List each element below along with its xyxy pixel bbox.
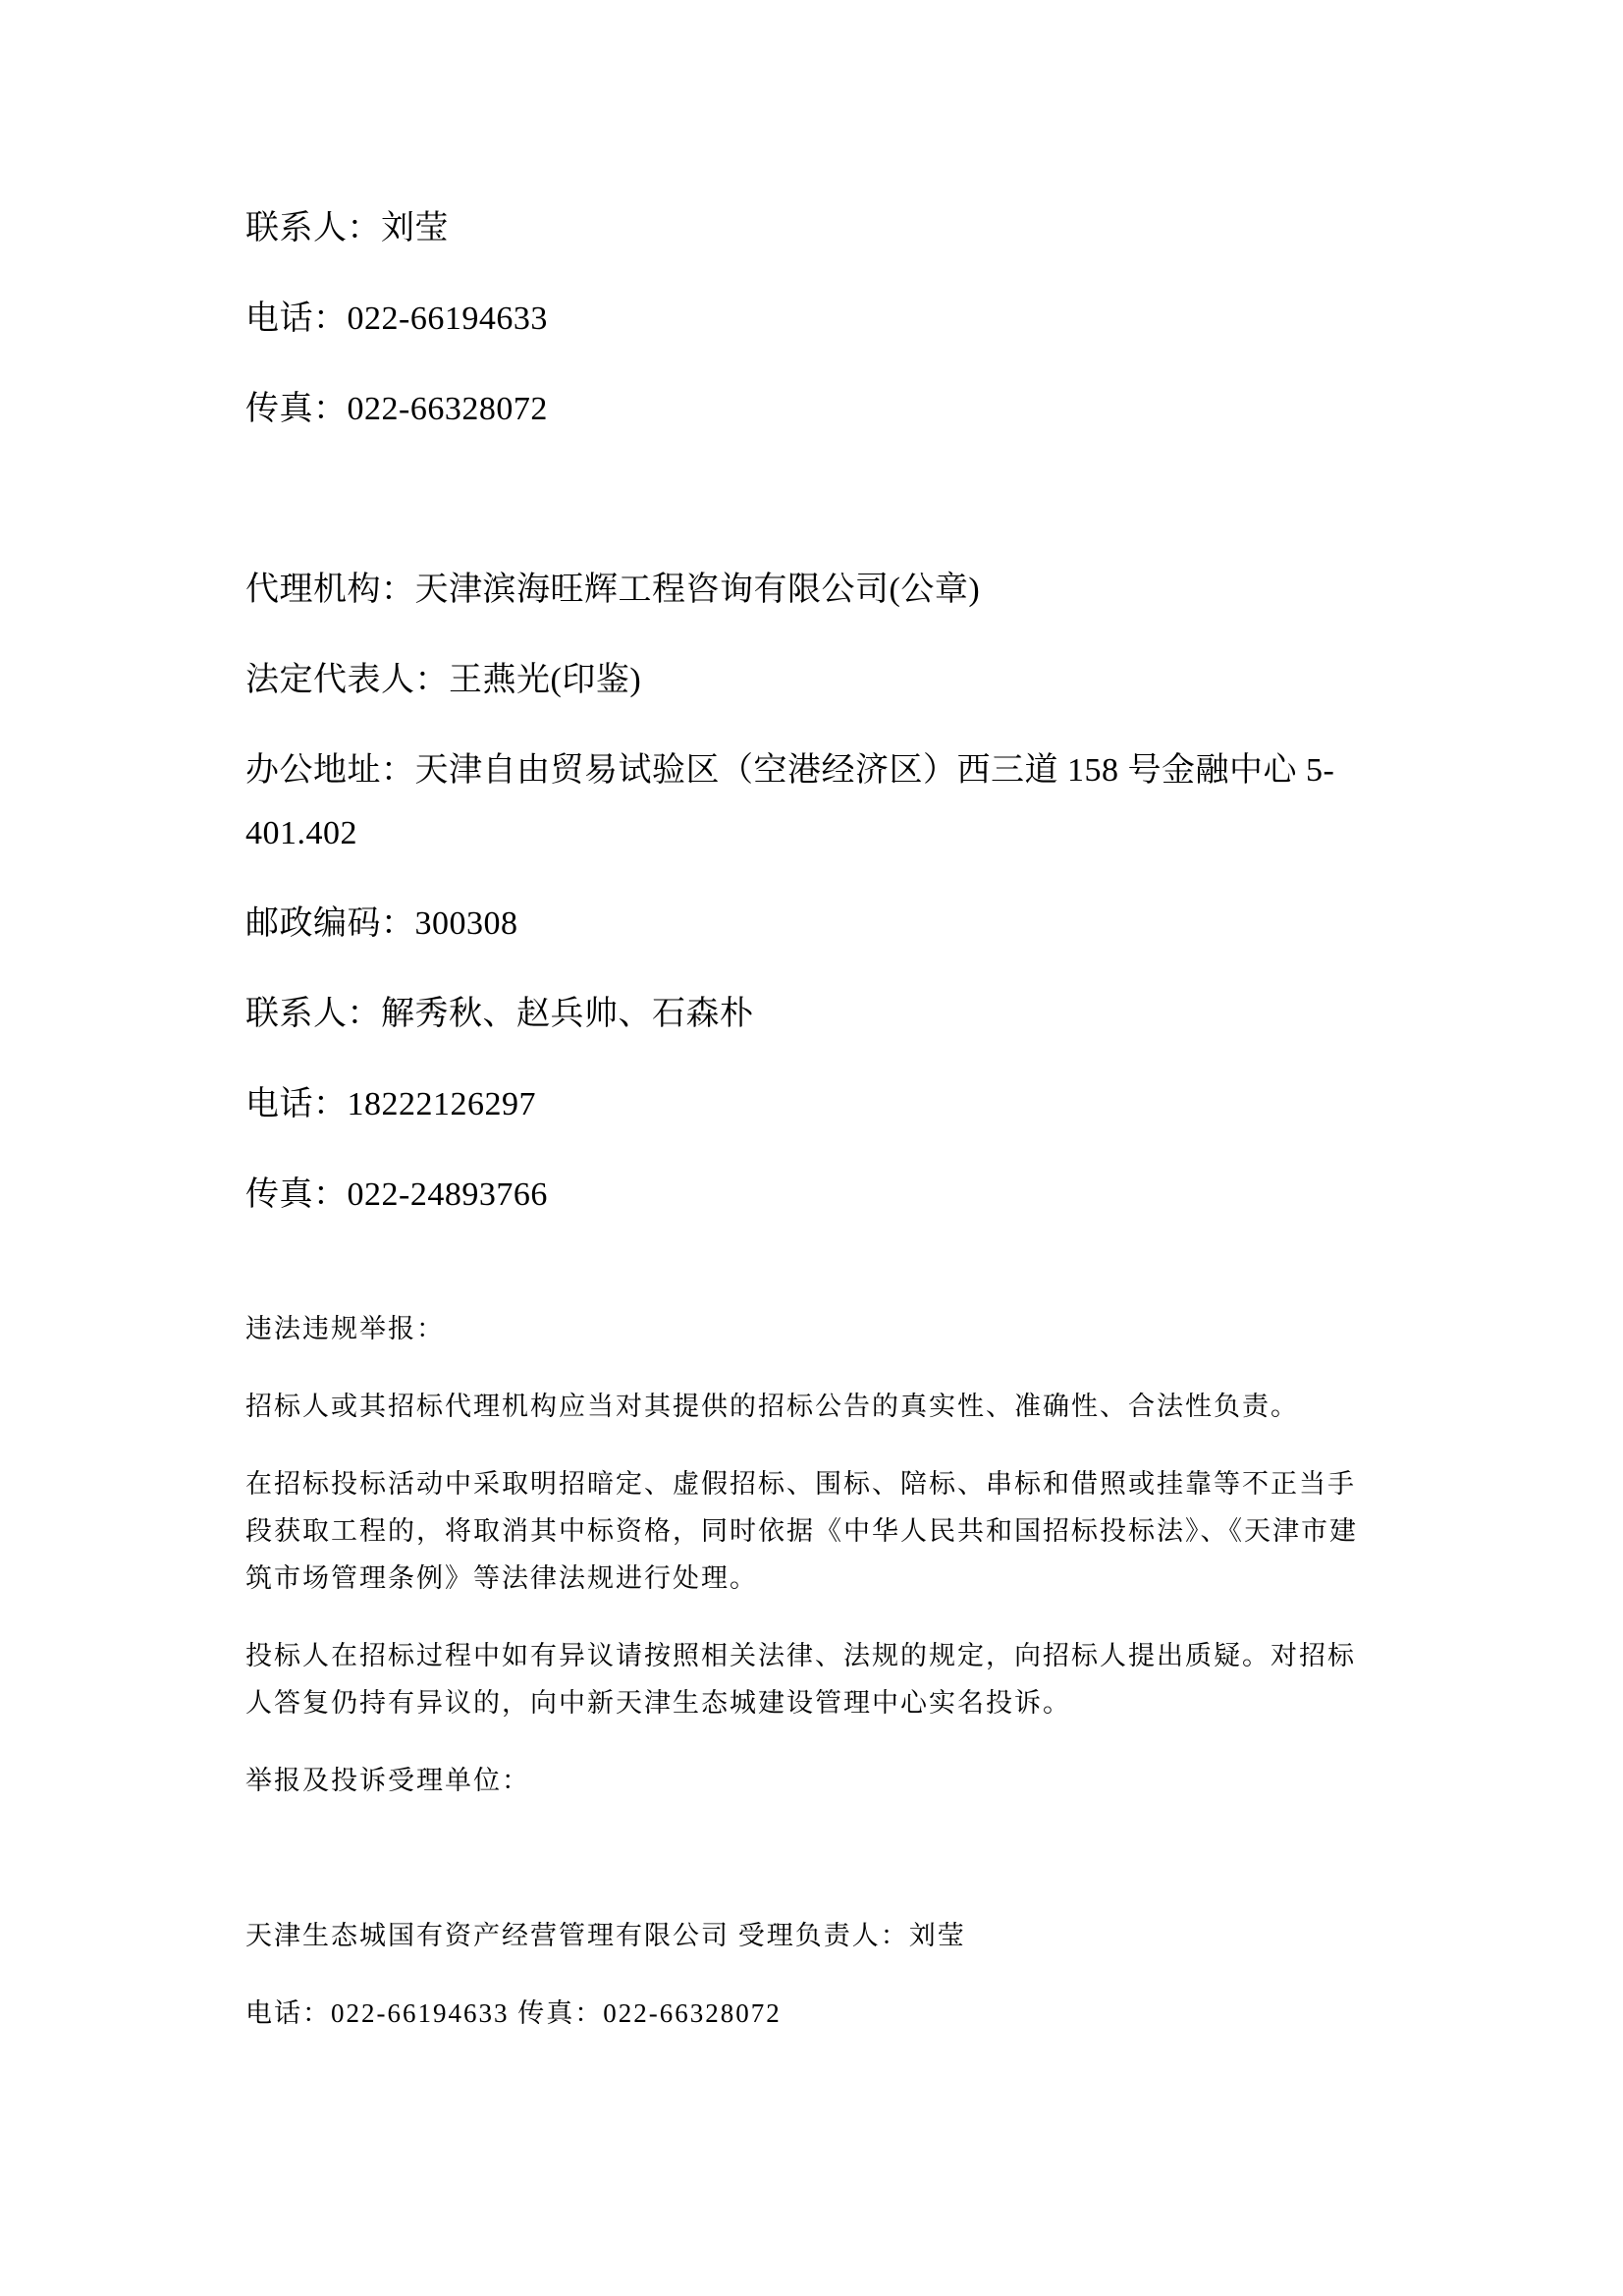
agency-address-paragraph	[245, 739, 1370, 865]
report-penalty-line-3: 筑市场管理条例》等法律法规进行处理。	[245, 1563, 758, 1593]
tenderer-contact-line: 联系人：刘莹	[245, 210, 449, 246]
agency-address-line-2: 401.402	[245, 815, 357, 851]
accepting-unit-label: 举报及投诉受理单位：	[245, 1766, 530, 1795]
blank-line	[245, 1834, 1370, 1882]
tenderer-fax-line: 传真：022-66328072	[245, 391, 548, 427]
report-objection-paragraph	[245, 1632, 1370, 1726]
agency-contacts-line: 联系人：解秀秋、赵兵帅、石森朴	[245, 996, 754, 1032]
report-objection-line-1: 投标人在招标过程中如有异议请按照相关法律、法规的规定，向招标人提出质疑。对招标	[245, 1641, 1356, 1670]
agency-legal-representative-line: 法定代表人：王燕光(印鉴)	[245, 662, 642, 698]
report-responsibility-paragraph: 招标人或其招标代理机构应当对其提供的招标公告的真实性、准确性、合法性负责。	[245, 1392, 1299, 1421]
violation-report-section	[245, 1305, 1370, 2037]
agency-address-line-1: 办公地址：天津自由贸易试验区（空港经济区）西三道 158 号金融中心 5-	[245, 752, 1335, 789]
agency-fax-line: 传真：022-24893766	[245, 1176, 548, 1213]
report-heading: 违法违规举报：	[245, 1314, 445, 1343]
accepting-unit-phone-fax-line: 电话：022-66194633 传真：022-66328072	[245, 1998, 782, 2028]
agency-name-line: 代理机构：天津滨海旺辉工程咨询有限公司(公章)	[245, 572, 981, 608]
agency-postal-code-line: 邮政编码：300308	[245, 905, 518, 942]
report-penalty-paragraph	[245, 1460, 1370, 1602]
report-penalty-line-2: 段获取工程的，将取消其中标资格，同时依据《中华人民共和国招标投标法》、《天津市建	[245, 1516, 1358, 1546]
accepting-unit-line: 天津生态城国有资产经营管理有限公司 受理负责人：刘莹	[245, 1921, 966, 1950]
tenderer-phone-line: 电话：022-66194633	[245, 301, 548, 337]
agency-phone-line: 电话：18222126297	[245, 1086, 536, 1122]
report-penalty-line-1: 在招标投标活动中采取明招暗定、虚假招标、围标、陪标、串标和借照或挂靠等不正当手	[245, 1469, 1356, 1499]
blank-line	[245, 468, 1370, 531]
report-objection-line-2: 人答复仍持有异议的，向中新天津生态城建设管理中心实名投诉。	[245, 1688, 1071, 1718]
